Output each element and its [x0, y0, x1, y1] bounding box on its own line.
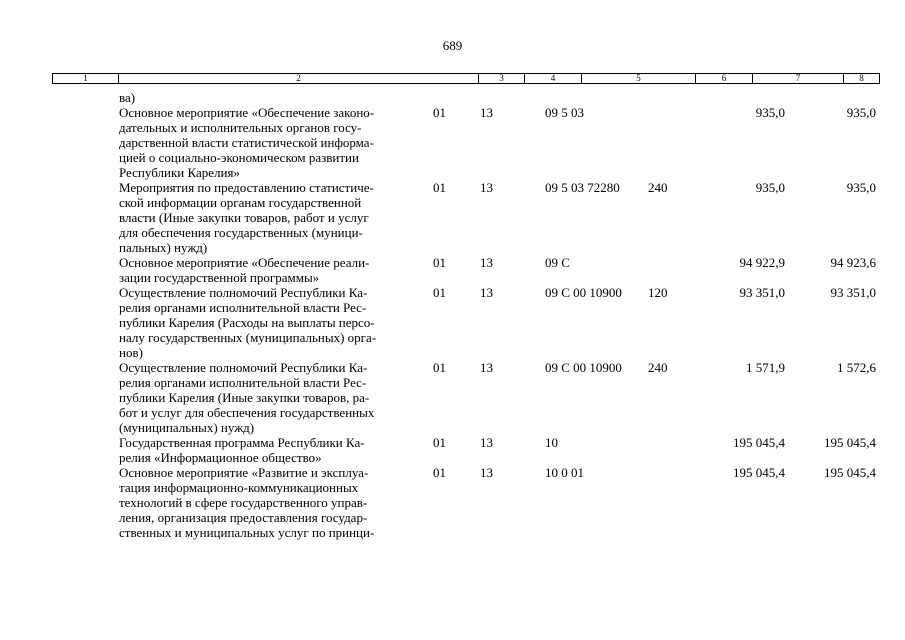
table-row	[0, 360, 905, 435]
cell-col-4: 13	[480, 465, 493, 480]
header-col-4: 4	[524, 74, 581, 83]
description-line: Основное мероприятие «Обеспечение реали-	[119, 255, 370, 270]
cell-col-8: 1 572,6	[837, 360, 876, 375]
cell-col-5: 09 С 00 10900	[545, 285, 622, 300]
cell-col-6: 240	[648, 360, 668, 375]
cell-col-3: 01	[433, 360, 446, 375]
description-line: публики Карелия (Иные закупки товаров, ра-	[119, 390, 370, 405]
table-header	[52, 73, 880, 84]
description-line: ственных и муниципальных услуг по принци-	[119, 525, 375, 540]
description-line: Осуществление полномочий Республики Ка-	[119, 360, 368, 375]
description-line: релия органами исполнительной власти Рес-	[119, 375, 367, 390]
table-row	[0, 465, 905, 540]
cell-col-5: 09 5 03 72280	[545, 180, 620, 195]
cell-col-3: 01	[433, 435, 446, 450]
cell-col-7: 195 045,4	[733, 435, 785, 450]
header-col-6: 6	[695, 74, 752, 83]
description-line: налу государственных (муниципальных) орга-	[119, 330, 377, 345]
row-description	[119, 435, 419, 465]
cell-col-7: 1 571,9	[746, 360, 785, 375]
cell-col-7: 935,0	[755, 105, 785, 120]
cell-col-3: 01	[433, 285, 446, 300]
description-line: пальных) нужд)	[119, 240, 208, 255]
cell-col-4: 13	[480, 360, 493, 375]
cell-col-4: 13	[480, 180, 493, 195]
cell-col-5: 09 5 03	[545, 105, 584, 120]
header-col-7: 7	[752, 74, 843, 83]
page-number: 689	[442, 38, 463, 53]
cell-col-8: 93 351,0	[830, 285, 876, 300]
description-line: Основное мероприятие «Обеспечение законо-	[119, 105, 375, 120]
header-col-2: 2	[118, 74, 478, 83]
cell-col-6: 120	[648, 285, 668, 300]
description-line: Республики Карелия»	[119, 165, 240, 180]
cell-col-3: 01	[433, 105, 446, 120]
cell-col-7: 195 045,4	[733, 465, 785, 480]
description-line: релия «Информационное общество»	[119, 450, 322, 465]
description-line: для обеспечения государственных (муници-	[119, 225, 363, 240]
table-row	[0, 285, 905, 360]
description-line: ва)	[119, 90, 136, 105]
row-description	[119, 105, 419, 180]
description-line: публики Карелия (Расходы на выплаты персо-	[119, 315, 375, 330]
row-description	[119, 285, 419, 360]
table-row	[0, 180, 905, 255]
cell-col-5: 10	[545, 435, 558, 450]
cell-col-8: 195 045,4	[824, 465, 876, 480]
table-body	[0, 90, 905, 540]
description-line: Осуществление полномочий Республики Ка-	[119, 285, 368, 300]
cell-col-4: 13	[480, 435, 493, 450]
cell-col-5: 09 С 00 10900	[545, 360, 622, 375]
cell-col-3: 01	[433, 465, 446, 480]
cell-col-7: 935,0	[755, 180, 785, 195]
description-line: зации государственной программы»	[119, 270, 320, 285]
cell-col-3: 01	[433, 180, 446, 195]
description-line: технологий в сфере государственного управ-	[119, 495, 368, 510]
table-row	[0, 435, 905, 465]
row-description	[119, 465, 419, 540]
cell-col-8: 935,0	[846, 180, 876, 195]
description-line: власти (Иные закупки товаров, работ и услуг	[119, 210, 369, 225]
description-line: Мероприятия по предоставлению статистиче-	[119, 180, 374, 195]
header-col-1: 1	[83, 73, 88, 83]
description-line: (муниципальных) нужд)	[119, 420, 255, 435]
description-line: цией о социально-экономическом развитии	[119, 150, 359, 165]
table-row	[0, 105, 905, 180]
cell-col-8: 935,0	[846, 105, 876, 120]
cell-col-8: 195 045,4	[824, 435, 876, 450]
description-line: ской информации органам государственной	[119, 195, 362, 210]
cell-col-5: 09 С	[545, 255, 570, 270]
row-description	[119, 90, 419, 105]
header-col-3: 3	[478, 74, 524, 83]
cell-col-4: 13	[480, 285, 493, 300]
row-description	[119, 255, 419, 285]
description-line: ления, организация предоставления государ-	[119, 510, 368, 525]
description-line: Основное мероприятие «Развитие и эксплуа-	[119, 465, 369, 480]
cell-col-7: 93 351,0	[739, 285, 785, 300]
table-row	[0, 255, 905, 285]
description-line: тация информационно-коммуникационных	[119, 480, 359, 495]
description-line: бот и услуг для обеспечения государственных	[119, 405, 375, 420]
description-line: релия органами исполнительной власти Рес-	[119, 300, 367, 315]
cell-col-6: 240	[648, 180, 668, 195]
description-line: Государственная программа Республики Ка-	[119, 435, 365, 450]
cell-col-5: 10 0 01	[545, 465, 584, 480]
description-line: дарственной власти статистической информа-	[119, 135, 374, 150]
row-description	[119, 180, 419, 255]
description-line: дательных и исполнительных органов госу-	[119, 120, 362, 135]
cell-col-4: 13	[480, 255, 493, 270]
cell-col-8: 94 923,6	[830, 255, 876, 270]
description-line: нов)	[119, 345, 143, 360]
header-col-8: 8	[843, 74, 879, 83]
cell-col-4: 13	[480, 105, 493, 120]
row-description	[119, 360, 419, 435]
table-row	[0, 90, 905, 105]
header-col-5: 5	[581, 74, 695, 83]
cell-col-3: 01	[433, 255, 446, 270]
cell-col-7: 94 922,9	[739, 255, 785, 270]
